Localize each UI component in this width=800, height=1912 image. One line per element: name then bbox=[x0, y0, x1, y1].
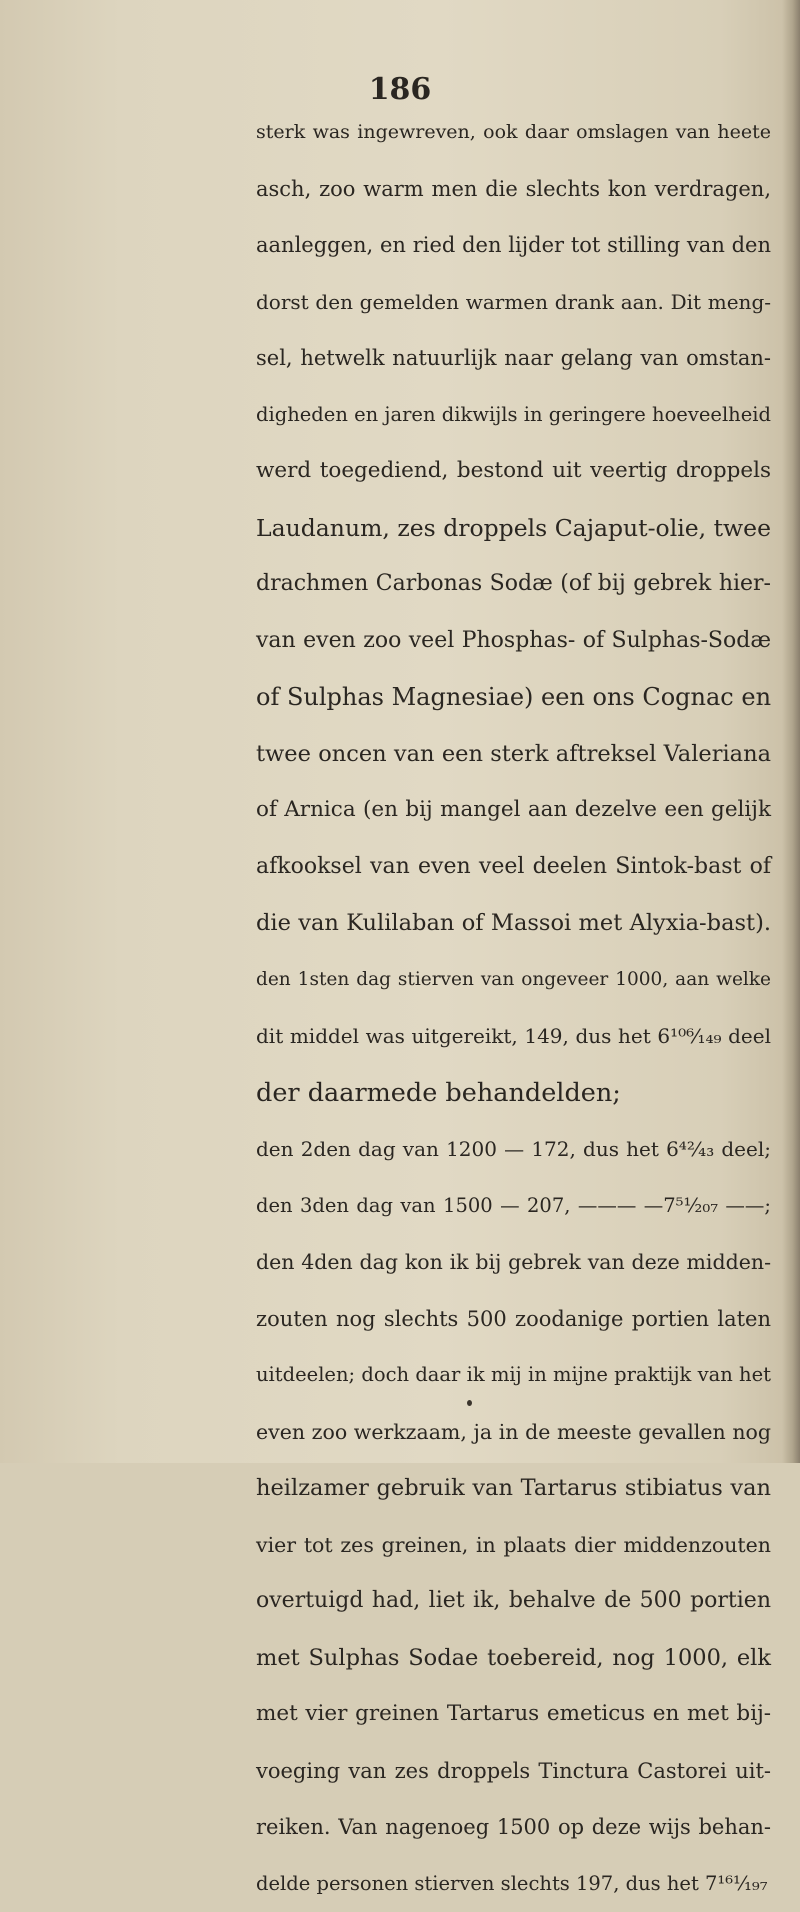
page-number: 186 bbox=[0, 72, 800, 107]
text-line: voeging van zes droppels Tinctura Castorei uit- bbox=[256, 1743, 771, 1800]
text-line: delde personen stierven slechts 197, dus het 7¹⁶¹⁄₁₉₇ bbox=[256, 1856, 771, 1912]
text-line: digheden en jaren dikwijls in geringere hoeveelheid bbox=[256, 387, 771, 444]
text-line: afkooksel van even veel deelen Sintok-bast of bbox=[256, 839, 771, 896]
text-line: twee oncen van een sterk aftreksel Valeriana bbox=[256, 726, 771, 783]
ink-speck bbox=[467, 1400, 472, 1406]
text-line: sel, hetwelk natuurlijk naar gelang van omstan- bbox=[256, 330, 771, 387]
text-line: of Arnica (en bij mangel aan dezelve een gelijk bbox=[256, 782, 771, 839]
text-line: zouten nog slechts 500 zoodanige portien laten bbox=[256, 1291, 771, 1348]
text-line: den 4den dag kon ik bij gebrek van deze midden- bbox=[256, 1234, 771, 1291]
text-line: even zoo werkzaam, ja in de meeste gevallen nog bbox=[256, 1404, 771, 1461]
text-line: der daarmede behandelden; bbox=[256, 1065, 771, 1122]
text-line: den 2den dag van 1200 — 172, dus het 6⁴²⁄₄₃ deel; bbox=[256, 1121, 771, 1178]
text-line: den 1sten dag stierven van ongeveer 1000, aan welke bbox=[256, 952, 771, 1009]
text-line: van even zoo veel Phosphas- of Sulphas-Sodæ bbox=[256, 613, 771, 670]
text-line: Laudanum, zes droppels Cajaput-olie, twee bbox=[256, 500, 771, 557]
text-line: dit middel was uitgereikt, 149, dus het 6¹⁰⁶⁄₁₄₉ deel bbox=[256, 1008, 771, 1065]
text-line: overtuigd had, liet ik, behalve de 500 portien bbox=[256, 1573, 771, 1630]
text-line: den 3den dag van 1500 — 207, ——— —7⁵¹⁄₂₀₇ ——; bbox=[256, 1178, 771, 1235]
text-line: reiken. Van nagenoeg 1500 op deze wijs behan- bbox=[256, 1799, 771, 1856]
text-line: heilzamer gebruik van Tartarus stibiatus van bbox=[256, 1460, 771, 1517]
text-line: asch, zoo warm men die slechts kon verdragen, bbox=[256, 161, 771, 218]
text-line: aanleggen, en ried den lijder tot stilling van den bbox=[256, 217, 771, 274]
text-line: sterk was ingewreven, ook daar omslagen van heete bbox=[256, 104, 771, 161]
text-line: drachmen Carbonas Sodæ (of bij gebrek hier- bbox=[256, 556, 771, 613]
text-line: werd toegediend, bestond uit veertig droppels bbox=[256, 443, 771, 500]
page-edge-shadow bbox=[782, 0, 800, 1463]
text-line: vier tot zes greinen, in plaats dier middenzouten bbox=[256, 1517, 771, 1574]
text-line: dorst den gemelden warmen drank aan. Dit meng- bbox=[256, 274, 771, 331]
body-text bbox=[256, 104, 771, 1912]
text-line: met vier greinen Tartarus emeticus en met bij- bbox=[256, 1686, 771, 1743]
text-line: of Sulphas Magnesiae) een ons Cognac en bbox=[256, 669, 771, 726]
text-line: die van Kulilaban of Massoi met Alyxia-bast). bbox=[256, 895, 771, 952]
text-line: met Sulphas Sodae toebereid, nog 1000, elk bbox=[256, 1630, 771, 1687]
text-line: uitdeelen; doch daar ik mij in mijne praktijk van het bbox=[256, 1347, 771, 1404]
